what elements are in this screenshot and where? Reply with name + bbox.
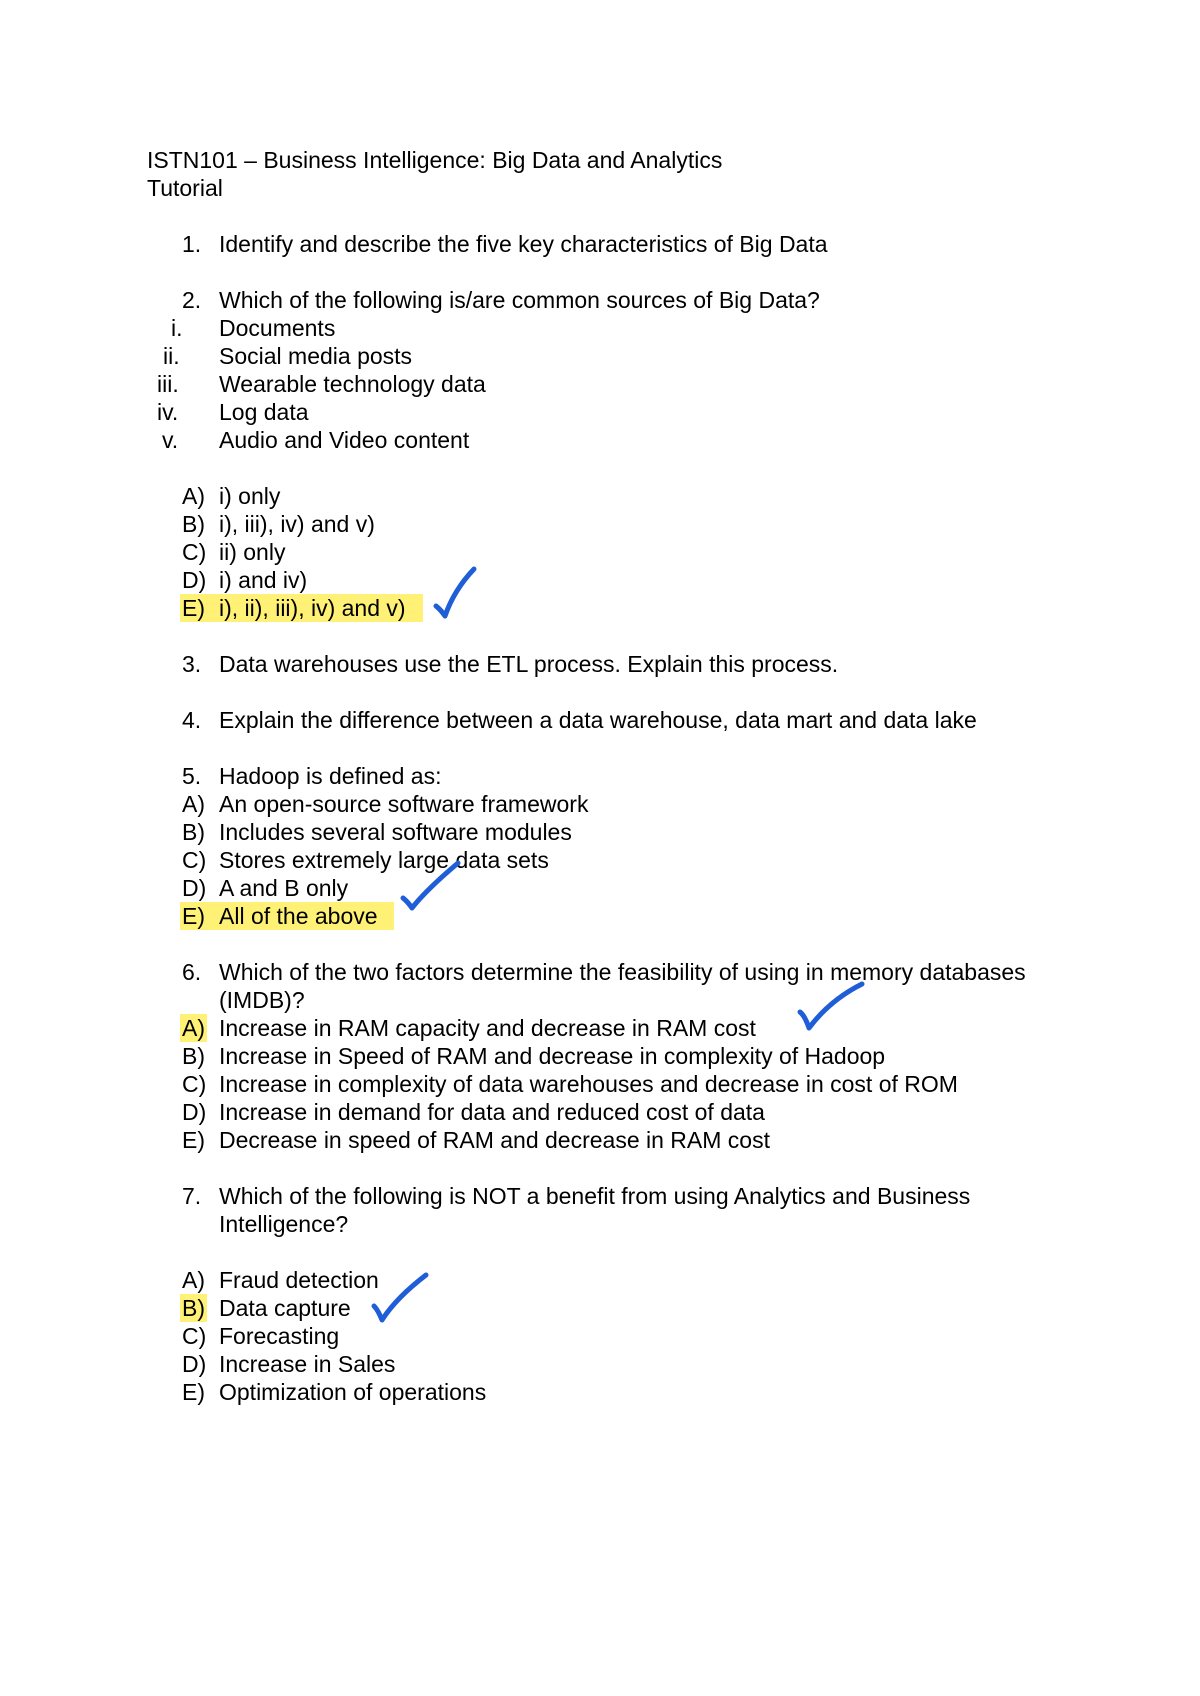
q2-source-number: i.: [171, 315, 183, 341]
q2-number: 2.: [182, 287, 202, 313]
q5-option-label: E): [182, 903, 205, 929]
q6-option-label: E): [182, 1127, 205, 1153]
q1-number: 1.: [182, 231, 202, 257]
q6-text-line2: (IMDB)?: [219, 987, 305, 1013]
q2-answer-highlight: [180, 594, 423, 622]
q5-option-label: C): [182, 847, 207, 873]
q5-answer-highlight: [180, 902, 394, 930]
q5-option-text: Includes several software modules: [219, 819, 572, 845]
q6-text-line1: Which of the two factors determine the feasibility of using in memory databases: [219, 959, 1026, 985]
q2-source-number: ii.: [163, 343, 180, 369]
q2-text: Which of the following is/are common sources of Big Data?: [219, 287, 820, 313]
q7-option-text: Fraud detection: [219, 1267, 379, 1293]
q4-text: Explain the difference between a data warehouse, data mart and data lake: [219, 707, 977, 733]
q7-option-label: C): [182, 1323, 207, 1349]
q7-option-text: Increase in Sales: [219, 1351, 396, 1377]
q5-option-label: B): [182, 819, 205, 845]
q2-option-text: ii) only: [219, 539, 286, 565]
q2-source-text: Social media posts: [219, 343, 413, 369]
q6-option-text: Decrease in speed of RAM and decrease in RAM cost: [219, 1127, 770, 1153]
q7-option-text: Data capture: [219, 1295, 351, 1321]
page-subtitle: Tutorial: [147, 175, 223, 201]
q7-text-line1: Which of the following is NOT a benefit from using Analytics and Business: [219, 1183, 971, 1209]
q2-option-text: i) only: [219, 483, 281, 509]
q2-option-label: B): [182, 511, 205, 537]
q6-answer-highlight: A): [182, 1015, 205, 1041]
q3-number: 3.: [182, 651, 202, 677]
q5-option-label: A): [182, 791, 205, 817]
q7-option-label: D): [182, 1351, 207, 1377]
q2-source-text: Wearable technology data: [219, 371, 486, 397]
checkmark-icon: [370, 1272, 450, 1352]
q2-source-number: iv.: [157, 399, 179, 425]
q6-option-label: D): [182, 1099, 207, 1125]
q4-number: 4.: [182, 707, 202, 733]
q2-source-number: v.: [162, 427, 179, 453]
checkmark-icon: [400, 858, 480, 938]
q5-option-text: All of the above: [219, 903, 378, 929]
q2-source-text: Audio and Video content: [219, 427, 470, 453]
q7-number: 7.: [182, 1183, 202, 1209]
q5-text: Hadoop is defined as:: [219, 763, 442, 789]
q7-option-label: E): [182, 1379, 205, 1405]
q7-option-text: Forecasting: [219, 1323, 340, 1349]
q2-source-number: iii.: [157, 371, 179, 397]
q2-source-text: Documents: [219, 315, 336, 341]
q6-option-label: B): [182, 1043, 205, 1069]
q2-option-label: D): [182, 567, 207, 593]
q7-option-label: [182, 1294, 207, 1322]
q3-text: Data warehouses use the ETL process. Explain this process.: [219, 651, 839, 677]
q2-option-label: A): [182, 483, 205, 509]
q6-option-text: Increase in complexity of data warehouses and decrease in cost of ROM: [219, 1071, 958, 1097]
q6-option-label: [182, 1014, 207, 1042]
q7-option-text: Optimization of operations: [219, 1379, 487, 1405]
q7-text-line2: Intelligence?: [219, 1211, 349, 1237]
q6-option-text: Increase in RAM capacity and decrease in RAM cost: [219, 1015, 756, 1041]
q6-option-text: Increase in Speed of RAM and decrease in complexity of Hadoop: [219, 1043, 886, 1069]
q6-number: 6.: [182, 959, 202, 985]
q2-option-text: i) and iv): [219, 567, 308, 593]
q5-option-text: An open-source software framework: [219, 791, 589, 817]
q7-answer-highlight: B): [182, 1295, 205, 1321]
q5-option-text: Stores extremely large data sets: [219, 847, 549, 873]
q7-option-label: A): [182, 1267, 205, 1293]
q5-option-label: D): [182, 875, 207, 901]
course-title: ISTN101 – Business Intelligence: Big Data and Analytics: [147, 147, 723, 173]
q5-number: 5.: [182, 763, 202, 789]
checkmark-icon: [432, 566, 512, 646]
q2-source-text: Log data: [219, 399, 309, 425]
q5-option-text: A and B only: [219, 875, 349, 901]
q2-option-text: i), ii), iii), iv) and v): [219, 595, 406, 621]
q6-option-label: C): [182, 1071, 207, 1097]
q2-option-label: C): [182, 539, 207, 565]
q1-text: Identify and describe the five key characteristics of Big Data: [219, 231, 828, 257]
q6-option-text: Increase in demand for data and reduced cost of data: [219, 1099, 765, 1125]
q2-option-label: E): [182, 595, 205, 621]
q2-option-text: i), iii), iv) and v): [219, 511, 375, 537]
